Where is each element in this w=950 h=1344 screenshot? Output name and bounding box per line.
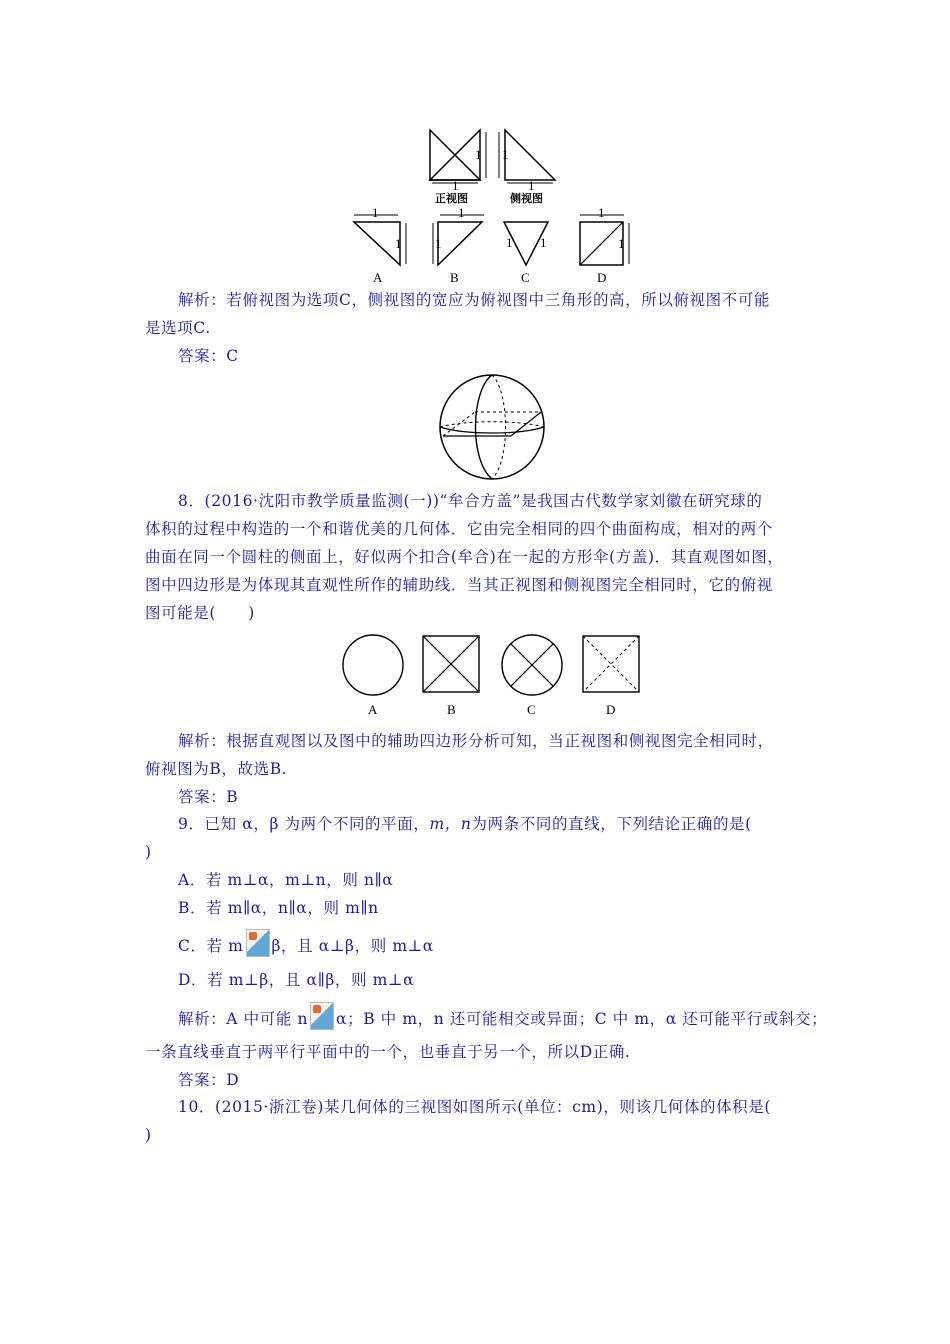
q9-stem <box>178 814 752 834</box>
q9-analysis-line1 <box>178 1002 827 1030</box>
q9-analysis-line2: 一条直线垂直于两平行平面中的一个，也垂直于另一个，所以D正确. <box>145 1043 631 1061</box>
svg-text:正视图: 正视图 <box>435 192 468 205</box>
q7-answer: 答案：C <box>178 347 239 365</box>
q8-options-figure <box>338 632 648 722</box>
q7-analysis-line2: 是选项C. <box>145 319 211 337</box>
q9-answer: 答案：D <box>178 1071 240 1089</box>
svg-text:D: D <box>606 702 616 717</box>
q9-option-c <box>178 929 434 957</box>
q9-stem-part3: 为两条不同的直线，下列结论正确的是( <box>471 815 752 833</box>
q8-analysis-line1: 解析：根据直观图以及图中的辅助四边形分析可知，当正视图和侧视图完全相同时， <box>178 732 774 750</box>
svg-text:B: B <box>447 702 456 717</box>
svg-text:D: D <box>597 270 607 285</box>
option-d-shape <box>580 205 629 285</box>
q8-option-a <box>343 635 403 717</box>
q9-option-b: B．若 m∥α，n∥α，则 m∥n <box>178 899 379 917</box>
svg-text:A: A <box>368 702 378 717</box>
svg-text:C: C <box>521 270 530 285</box>
svg-text:1: 1 <box>618 236 625 251</box>
svg-text:1: 1 <box>475 147 482 162</box>
front-view <box>430 130 486 205</box>
svg-text:A: A <box>373 270 383 285</box>
svg-text:1: 1 <box>372 205 379 220</box>
q9-stem-close: ) <box>145 843 152 861</box>
svg-text:1: 1 <box>528 178 535 193</box>
q8-stem-line5: 图可能是( ) <box>145 604 255 622</box>
q8-analysis-line2: 俯视图为B，故选B. <box>145 760 288 778</box>
svg-text:1: 1 <box>435 236 442 251</box>
q9-option-c-pre: C．若 m <box>178 937 244 955</box>
q9-option-d: D．若 m⊥β，且 α∥β，则 m⊥α <box>178 971 415 989</box>
option-c-shape <box>504 222 548 285</box>
q9-stem-part2: m，n <box>429 815 472 833</box>
svg-text:C: C <box>527 702 536 717</box>
q8-stem-line3: 曲面在同一个圆柱的侧面上，好似两个扣合(牟合)在一起的方形伞(方盖)．其直观图如图， <box>145 548 784 566</box>
q9-analysis-post: α；B 中 m，n 还可能相交或异面；C 中 m，α 还可能平行或斜交； <box>336 1010 828 1028</box>
svg-text:B: B <box>450 270 459 285</box>
svg-text:1: 1 <box>502 147 509 162</box>
q9-option-a: A．若 m⊥α，m⊥n，则 n∥α <box>178 871 394 889</box>
q8-stem-line4: 图中四边形是为体现其直观性所作的辅助线．当其正视图和侧视图完全相同时，它的俯视 <box>145 576 773 594</box>
q9-analysis-pre: 解析：A 中可能 n <box>178 1010 309 1028</box>
svg-text:1: 1 <box>506 235 513 250</box>
q10-stem-line1: 10．(2015·浙江卷)某几何体的三视图如图所示(单位：cm)，则该几何体的体积是( <box>178 1098 772 1116</box>
side-view <box>499 130 555 205</box>
svg-text:1: 1 <box>540 235 547 250</box>
three-view-figure-top <box>340 122 660 287</box>
svg-text:1: 1 <box>452 178 459 193</box>
q8-option-d <box>583 636 639 717</box>
option-a-shape <box>354 205 406 285</box>
broken-image-icon <box>246 929 270 957</box>
option-b-shape <box>433 205 484 285</box>
q7-analysis-line1: 解析：若俯视图为选项C，侧视图的宽应为俯视图中三角形的高，所以俯视图不可能 <box>178 291 771 309</box>
q9-option-c-post: β，且 α⊥β，则 m⊥α <box>271 937 434 955</box>
q8-stem-line2: 体积的过程中构造的一个和谐优美的几何体．它由完全相同的四个曲面构成，相对的两个 <box>145 520 773 538</box>
q8-option-b <box>423 636 479 717</box>
svg-text:侧视图: 侧视图 <box>510 192 543 205</box>
mouhe-fanggai-figure <box>435 372 550 484</box>
q8-stem-line1: 8．(2016·沈阳市教学质量监测(一))“牟合方盖”是我国古代数学家刘徽在研究球的 <box>178 492 763 510</box>
svg-text:1: 1 <box>458 205 465 220</box>
q8-answer: 答案：B <box>178 788 239 806</box>
q9-stem-part1: 9．已知 α，β 为两个不同的平面， <box>178 815 430 833</box>
q8-option-c <box>502 635 562 717</box>
q10-stem-line2: ) <box>145 1126 152 1144</box>
svg-text:1: 1 <box>598 205 605 220</box>
svg-text:1: 1 <box>395 236 402 251</box>
broken-image-icon <box>310 1002 334 1030</box>
